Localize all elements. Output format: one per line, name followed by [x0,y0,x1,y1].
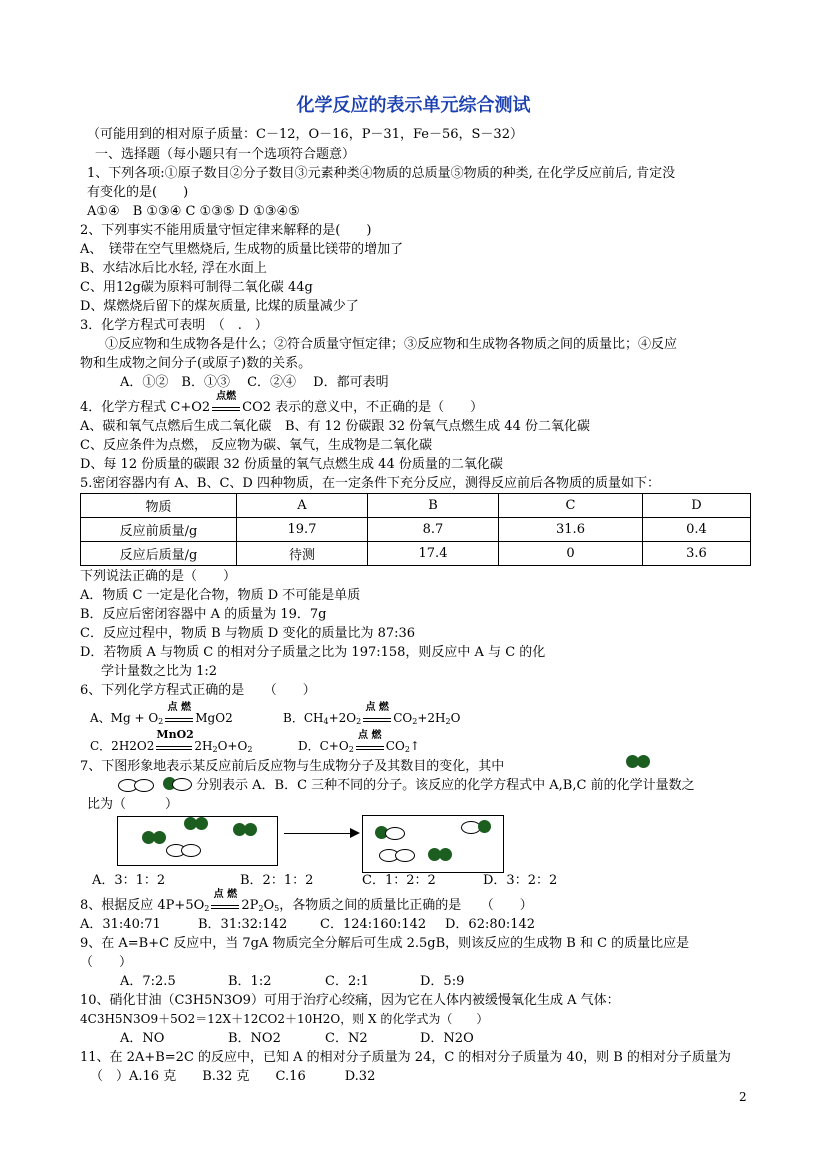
q10-equation: 4C3H5N3O9＋5O2＝12X＋12CO2＋10H2O，则 X 的化学式为（ ） [80,1012,489,1026]
atomic-mass-note: （可能用到的相对原子质量：C－12，O－16，P－31，Fe－56，S－32） [87,127,523,142]
before-reaction-box [117,816,278,866]
q8-pre: 8、根据反应 4P+5O [80,898,205,913]
q4-option-c: C、反应条件为点燃， 反应物为碳、氧气，生成物是二氧化碳 [80,438,433,453]
q9-stem-line2: （ ） [80,955,133,970]
subscript: 5 [274,904,280,913]
q3-options: A．①② B．①③ C．②④ D．都可表明 [120,375,389,390]
table-cell: A [237,494,368,518]
q11-stem-line1: 11、在 2A+B=2C 的反应中，已知 A 的相对分子质量为 24，C 的相对分子质量为 40，则 B 的相对分子质量为 [80,1050,731,1065]
q8-option-b: B．31:32:142 [198,917,288,932]
q6-a-post: MgO2 [195,711,233,725]
q8-option-d: D．62:80:142 [445,917,536,932]
q8-post: 2P [241,898,259,913]
subscript: 2 [212,745,218,754]
reaction-arrow [212,390,240,415]
q10-option-b: B．NO2 [228,1031,281,1046]
q6-b-tail: O [450,711,461,725]
subscript: 4 [323,717,329,726]
reaction-condition: 点 燃 [167,701,191,713]
q6-b-mid: +2O [328,711,357,725]
q2-option-a: A、 镁带在空气里燃烧后, 生成物的质量比镁带的增加了 [80,242,404,257]
q6-b-pre: B．CH [283,711,324,725]
subscript: 2 [204,904,210,913]
q8-tail: ，各物质之间的质量比正确的是 （ ） [279,898,533,913]
q5-ask: 下列说法正确的是（ ） [80,569,237,584]
subscript: 2 [348,745,354,754]
q5-option-d-line1: D．若物质 A 与物质 C 的相对分子质量之比为 197:158，则反应中 A 与 C 的化 [80,645,546,660]
q11-stem-line2: （ ）A.16 克 B.32 克 C.16 D.32 [90,1069,376,1084]
q4-stem-post: CO2 表示的意义中，不正确的是（ ） [242,400,484,415]
q6-option-b [283,701,461,730]
catalyst-label: MnO2 [156,727,194,741]
q7-option-b: B．2：1：2 [240,873,314,888]
table-cell: 17.4 [368,542,499,566]
table-cell: 待测 [237,542,368,566]
q5-option-a: A．物质 C 一定是化合物，物质 D 不可能是单质 [80,588,361,603]
q10-option-d: D．N2O [420,1031,474,1046]
q10-option-a: A．NO [120,1031,165,1046]
q4-option-b: B、有 12 份碳跟 32 份氧气点燃生成 44 份二氧化碳 [285,419,590,434]
q6-c-mid: O+O [217,739,248,753]
q3-body-line1: ①反应物和生成物各是什么；②符合质量守恒定律；③反应物和生成物各物质之间的质量比；④反应 [105,337,678,352]
q6-d-post: CO [385,739,405,753]
subscript: 2 [356,717,362,726]
reaction-condition: 点 燃 [365,701,389,713]
q4-stem-pre: 4．化学方程式 C+O2 [80,400,211,415]
q7-option-d: D．3：2：2 [483,873,558,888]
q7-stem-line3: 比为（ ） [87,797,179,812]
table-cell: 反应后质量/g [81,542,237,566]
page-number: 2 [739,1090,747,1104]
table-cell: 31.6 [499,518,643,542]
mass-table [80,493,751,566]
table-cell: D [643,494,751,518]
q4-option-a: A、碳和氧气点燃后生成二氧化碳 [80,419,272,434]
reaction-arrow [363,701,391,726]
q7-stem-line1: 7、下图形象地表示某反应前后反应物与生成物分子及其数目的变化，其中 [80,759,505,774]
subscript: 2 [412,717,418,726]
section-heading: 一、选择题（每小题只有一个选项符合题意） [95,147,356,162]
q2-stem: 2、下列事实不能用质量守恒定律来解释的是( ) [80,223,372,238]
q2-option-d: D、煤燃烧后留下的煤灰质量, 比煤的质量减少了 [80,299,359,314]
table-cell: 物质 [81,494,237,518]
q6-c-post: 2H [194,739,213,753]
q3-stem: 3．化学方程式可表明 （ . ） [80,318,268,333]
table-cell: 0.4 [643,518,751,542]
q9-option-a: A．7:2.5 [120,974,176,989]
reaction-arrow-line [284,833,354,834]
q5-option-c: C．反应过程中，物质 B 与物质 D 变化的质量比为 87:36 [80,626,416,641]
q1-stem-line1: 1、下列各项:①原子数目②分子数目③元素种类④物质的总质量⑤物质的种类, 在化学反应前后, 肯定没 [87,166,676,181]
table-row [81,518,751,542]
table-cell: 0 [499,542,643,566]
subscript: 2 [247,745,253,754]
q9-option-b: B．1:2 [228,974,272,989]
table-header-row [81,494,751,518]
q9-stem-line1: 9、在 A=B+C 反应中，当 7gA 物质完全分解后可生成 2.5gB，则该反应的生成物 B 和 C 的质量比应是 [80,936,690,951]
gas-arrow: ↑ [409,739,420,753]
q6-d-pre: D．C+O [298,739,349,753]
q2-option-c: C、用12g碳为原料可制得二氧化碳 44g [80,280,313,295]
table-cell: 19.7 [237,518,368,542]
q7-stem-line2: 分别表示 A．B．C 三种不同的分子。该反应的化学方程式中 A,B,C 前的化学计量数之 [196,778,695,793]
q8-mid: O [263,898,275,913]
q1-options: A①④ B ①③④ C ①③⑤ D ①③④⑤ [87,204,300,219]
subscript: 2 [404,745,410,754]
reaction-arrow [211,888,239,913]
q4-stem [80,390,484,416]
q3-body-line2: 物和生成物之间分子(或原子)数的关系。 [80,356,312,371]
table-cell: 3.6 [643,542,751,566]
q2-option-b: B、水结冰后比水轻, 浮在水面上 [80,261,267,276]
reaction-arrow [156,727,194,754]
q6-option-c [90,727,253,758]
reaction-arrow [165,701,193,726]
q6-b-post: CO [393,711,413,725]
q5-option-d-line2: 学计量数之比为 1:2 [101,664,218,679]
page-title: 化学反应的表示单元综合测试 [296,95,531,116]
q10-option-c: C．N2 [325,1031,368,1046]
reaction-condition: 点燃 [216,390,237,402]
reaction-condition: 点 燃 [358,729,382,741]
subscript: 2 [158,717,164,726]
q1-stem-line2: 有变化的是( ) [87,185,189,200]
q5-stem: 5.密闭容器内有 A、B、C、D 四种物质，在一定条件下充分反应，测得反应前后各物质的质量如下： [80,476,660,491]
reaction-condition: 点 燃 [213,888,238,900]
q6-option-a [90,701,233,730]
subscript: 2 [258,904,264,913]
q5-option-b: B．反应后密闭容器中 A 的质量为 19．7g [80,607,327,622]
subscript: 2 [445,717,451,726]
q10-stem: 10、硝化甘油（C3H5N3O9）可用于治疗心绞痛，因为它在人体内被缓慢氧化生成 A 气体： [80,993,620,1008]
q9-option-c: C．2:1 [325,974,369,989]
q6-option-d [298,729,420,758]
table-cell: 反应前质量/g [81,518,237,542]
table-cell: C [499,494,643,518]
q6-a-pre: A、Mg + O [90,711,159,725]
q7-option-c: C．1：2：2 [362,873,436,888]
table-cell: B [368,494,499,518]
q4-option-d: D、每 12 份质量的碳跟 32 份质量的氧气点燃生成 44 份质量的二氧化碳 [80,457,503,472]
q9-option-d: D．5:9 [420,974,465,989]
reaction-arrow-head [350,828,360,838]
q6-b-end: +2H [417,711,446,725]
q6-stem: 6、下列化学方程式正确的是 （ ） [80,683,316,698]
after-reaction-box [362,815,504,873]
table-row [81,542,751,566]
table-cell: 8.7 [368,518,499,542]
reaction-arrow [356,729,384,754]
q6-c-pre: C．2H2O2 [90,739,155,753]
q7-option-a: A．3：1：2 [92,873,166,888]
q8-option-c: C．124:160:142 [320,917,427,932]
q8-option-a: A．31:40:71 [80,917,161,932]
q8-stem [80,888,533,917]
